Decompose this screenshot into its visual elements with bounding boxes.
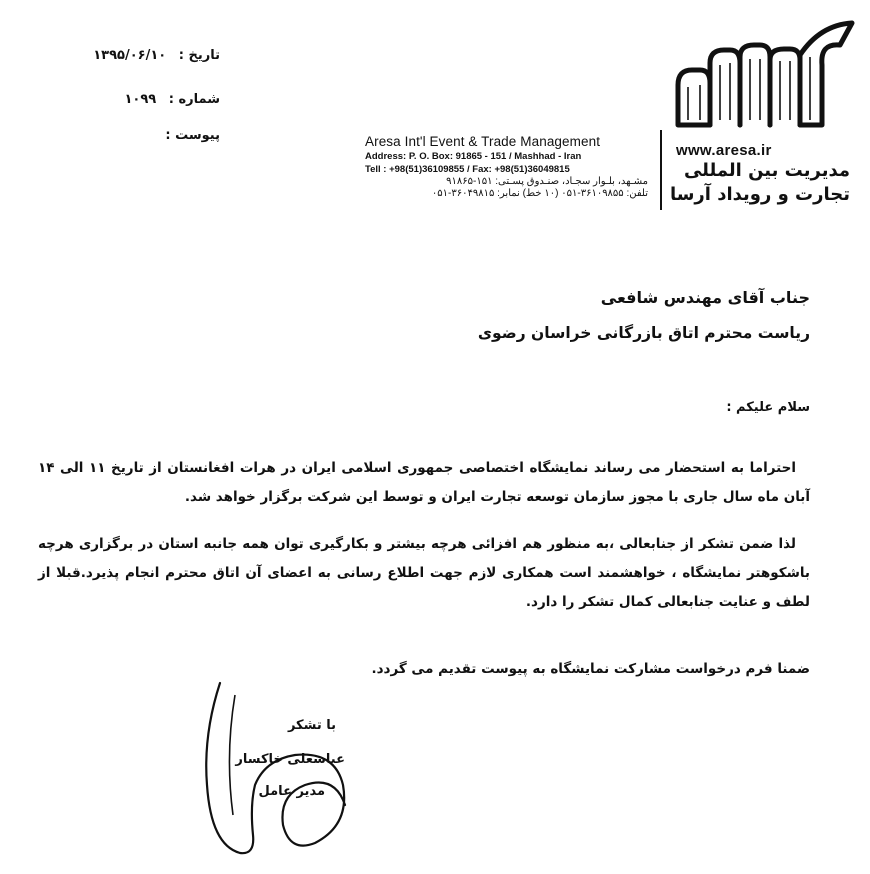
attachment-label: پیوست : bbox=[165, 128, 220, 143]
company-address: Address: P. O. Box: 91865 - 151 / Mashhad - Iran bbox=[365, 151, 582, 162]
attachment-line bbox=[165, 128, 220, 143]
company-tel: Tell : +98(51)36109855 / Fax: +98(51)36049815 bbox=[365, 164, 570, 175]
number-line bbox=[124, 92, 220, 107]
greeting: سلام علیکم : bbox=[726, 400, 810, 415]
body-paragraph-3: ضمنا فرم درخواست مشارکت نمایشگاه به پیوست تقدیم می گردد. bbox=[371, 661, 810, 677]
company-tel-fa: تلفن: ۳۶۱۰۹۸۵۵-۰۵۱ (۱۰ خط) نمابر: ۳۶۰۴۹۸۱۵-۰۵۱ bbox=[431, 188, 648, 199]
recipient-title: ریاست محترم اتاق بازرگانی خراسان رضوی bbox=[477, 324, 810, 342]
website: www.aresa.ir bbox=[676, 142, 772, 159]
aresa-logo-icon bbox=[670, 15, 860, 140]
body-paragraph-2: لذا ضمن تشکر از جنابعالی ،به منظور هم افزائی هرچه بیشتر و بکارگیری توان همه جانبه استان در برگزاری هرچه باشکوهتر نمایشگاه ، خواهشمند است همکاری لازم جهت اطلاع رسانی به اعضای آن اتاق محترم انجام پذیرد.قبلا از لطف و عنایت جنابعالی کمال تشکر را دارد. bbox=[38, 536, 810, 610]
number-value: ۱۰۹۹ bbox=[124, 92, 157, 107]
company-info bbox=[365, 134, 665, 199]
number-label: شماره : bbox=[168, 92, 220, 107]
signature-role: مدیر عامل bbox=[258, 784, 325, 799]
company-name: Aresa Int'l Event & Trade Management bbox=[365, 134, 601, 149]
company-address-fa: مشـهد، بلـوار سجـاد، صنـدوق پسـتی: ۱۵۱-۹۱۸۶۵ bbox=[446, 176, 648, 187]
signature-thanks: با تشکر bbox=[287, 718, 336, 733]
brand-tagline-1: مدیریت بین المللی bbox=[683, 160, 850, 181]
body-paragraph-1: احتراما به استحضار می رساند نمایشگاه اختصاصی جمهوری اسلامی ایران در هرات افغانستان از تاریخ ۱۱ الی ۱۴ آبان ماه سال جاری با مجوز سازمان توسعه تجارت ایران و توسط این شرکت برگزار خواهد شد. bbox=[38, 460, 810, 505]
date-label: تاریخ : bbox=[178, 48, 220, 63]
header-divider bbox=[660, 130, 662, 210]
date-value: ۱۳۹۵/۰۶/۱۰ bbox=[93, 48, 167, 63]
handwritten-signature-icon bbox=[195, 675, 365, 860]
date-line bbox=[93, 48, 220, 63]
recipient-name: جناب آقای مهندس شافعی bbox=[600, 288, 810, 307]
signature-name: عباسعلی خاکسار bbox=[235, 752, 345, 767]
brand-tagline-2: تجارت و رویداد آرسا bbox=[669, 184, 850, 205]
